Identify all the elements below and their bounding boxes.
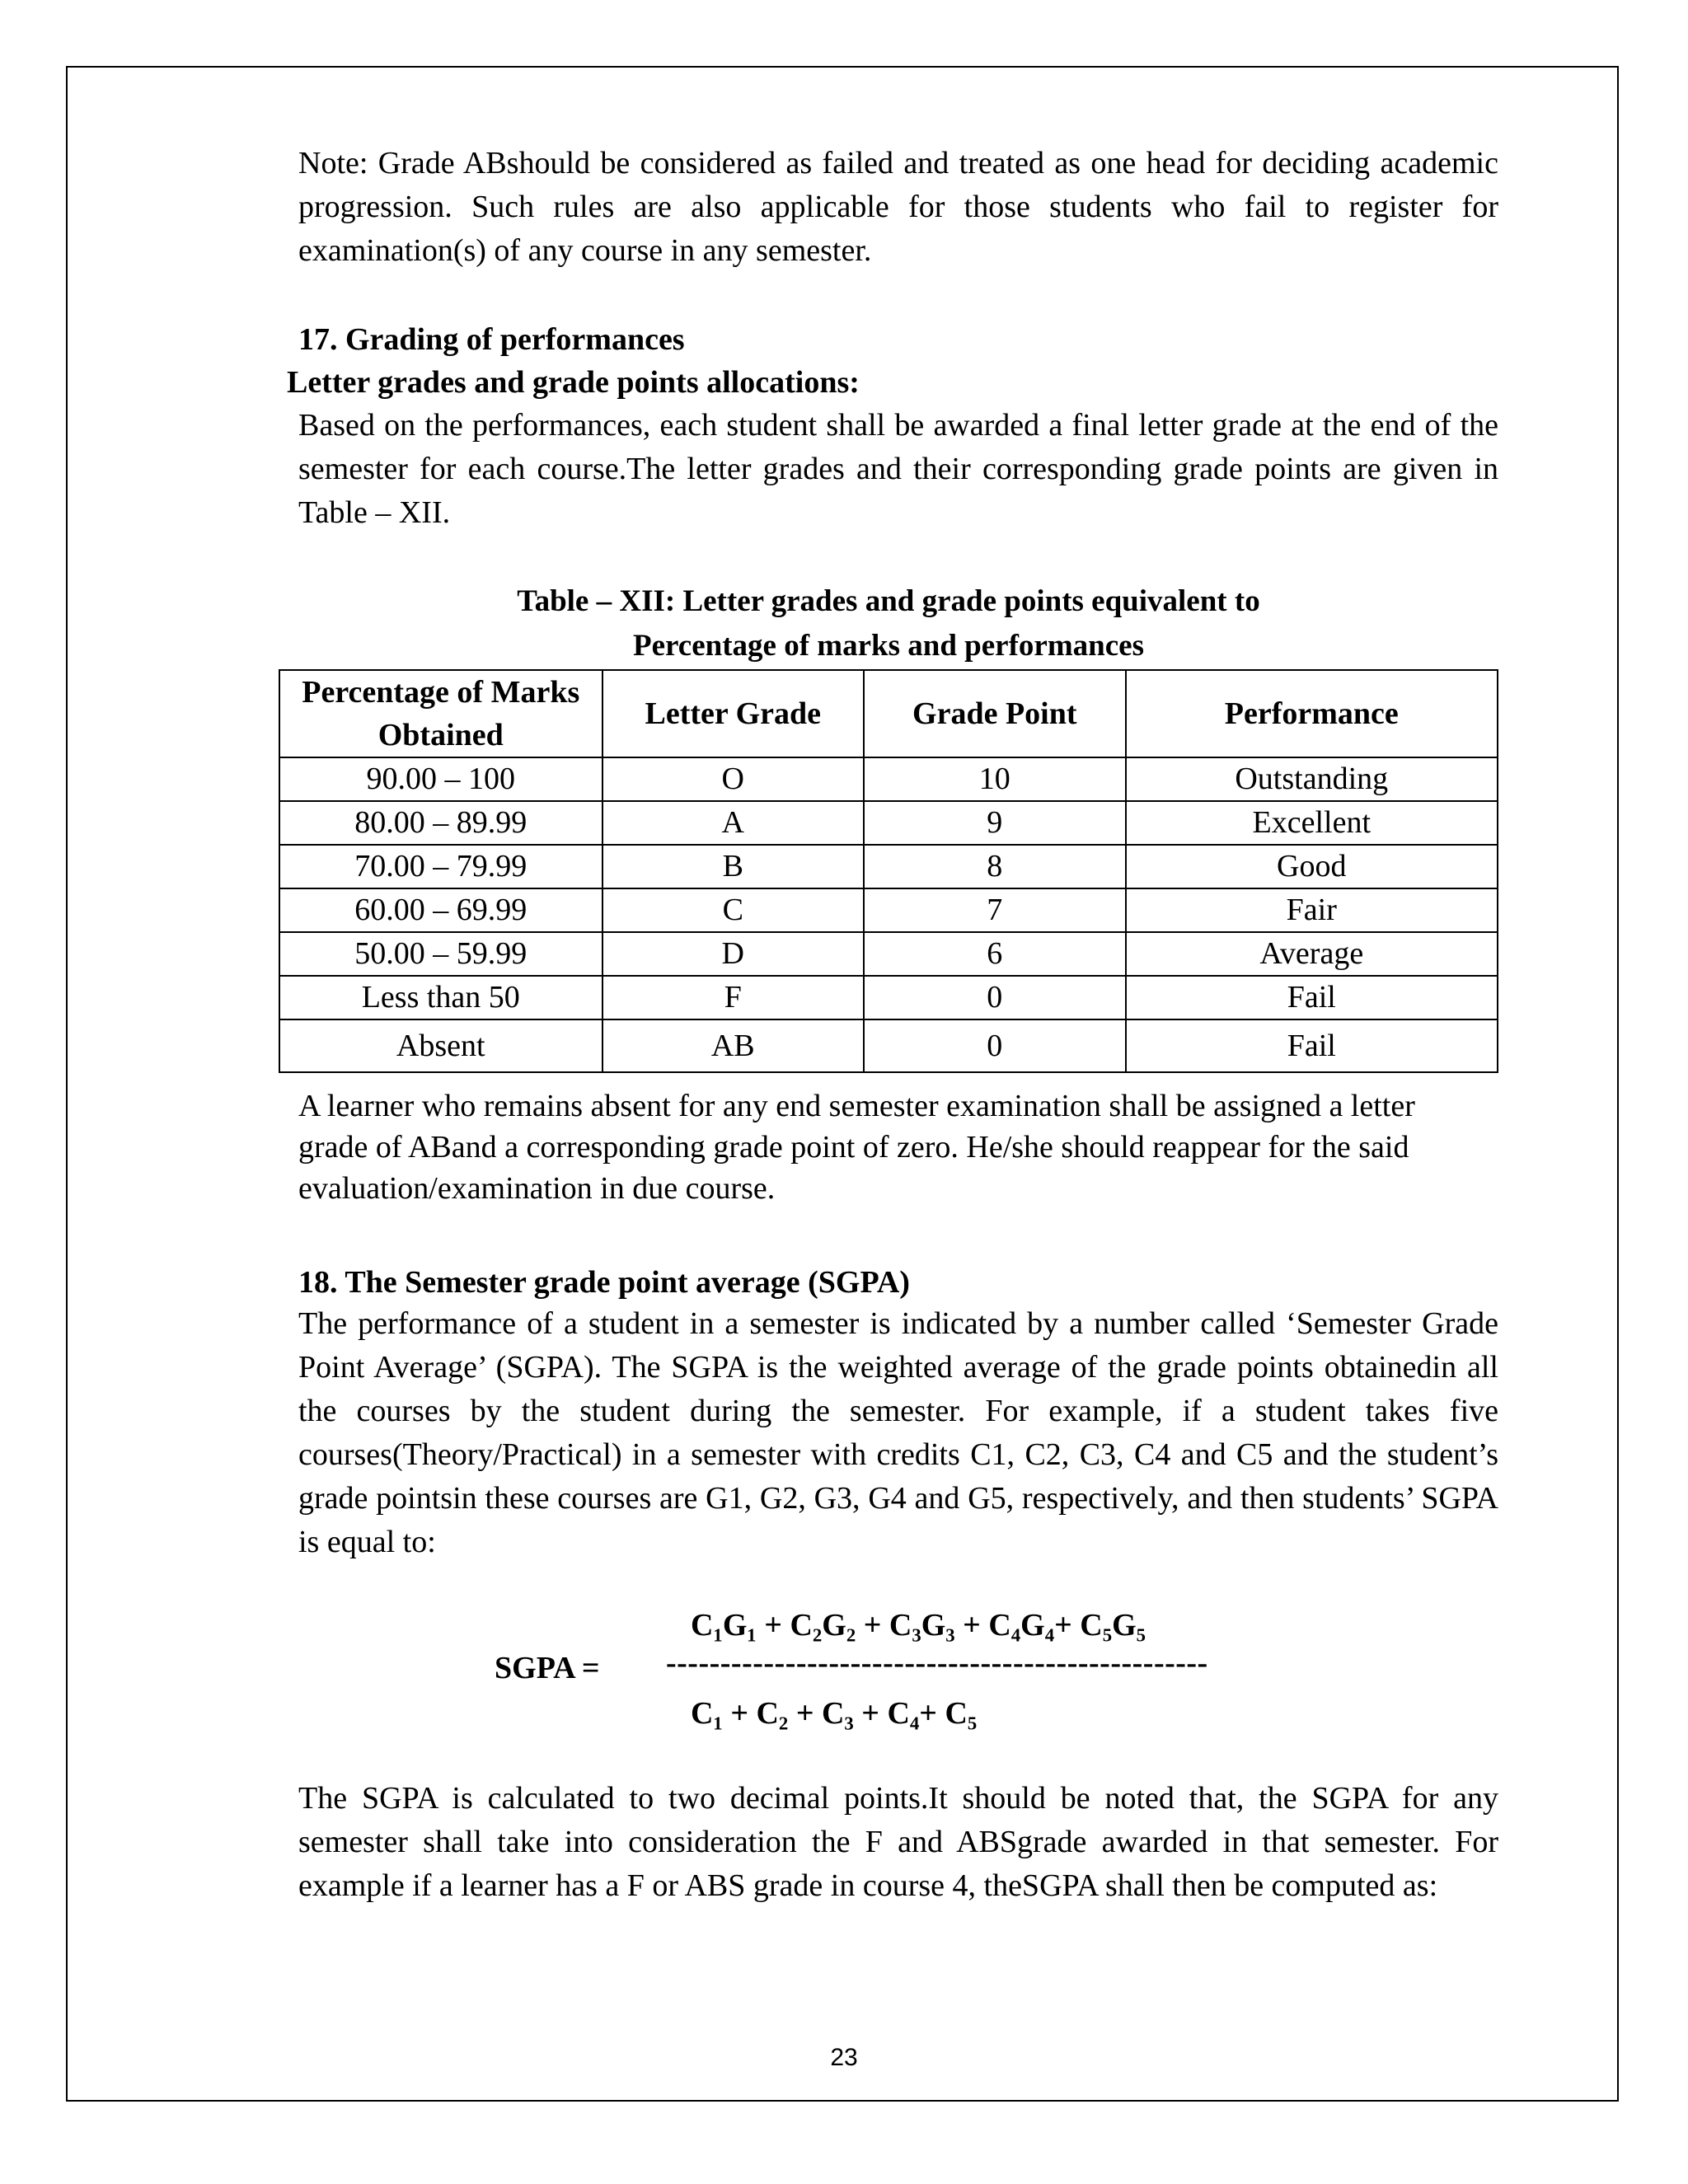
table-header-row (279, 670, 1498, 757)
section-18-heading: 18. The Semester grade point average (SGPA) (298, 1265, 910, 1300)
cell-percentage: 70.00 – 79.99 (279, 845, 603, 888)
cell-percentage: 80.00 – 89.99 (279, 801, 603, 845)
section-17-body-block (298, 404, 1498, 535)
grades-table (279, 669, 1498, 1073)
cell-point: 9 (864, 801, 1126, 845)
section-17-heading: 17. Grading of performances (298, 322, 685, 357)
table-title-line1: Table – XII: Letter grades and grade points equivalent to (517, 584, 1260, 618)
formula-denominator: C₁ + C₂ + C₃ + C₄+ C₅ (691, 1696, 978, 1731)
cell-letter: A (603, 801, 865, 845)
cell-letter: C (603, 888, 865, 932)
absent-note-block (298, 1085, 1485, 1209)
cell-performance: Excellent (1126, 801, 1498, 845)
cell-percentage: 90.00 – 100 (279, 757, 603, 801)
cell-point: 6 (864, 932, 1126, 976)
cell-performance: Average (1126, 932, 1498, 976)
note-paragraph: Note: Grade ABshould be considered as failed and treated as one head for deciding academic progression. Such rules are also applicable for those students who fail to register for examination(s) of any course in any semester. (298, 146, 1498, 268)
cell-point: 0 (864, 1019, 1126, 1072)
cell-letter: O (603, 757, 865, 801)
table-title-line2: Percentage of marks and performances (633, 629, 1144, 663)
cell-performance: Fair (1126, 888, 1498, 932)
cell-point: 8 (864, 845, 1126, 888)
cell-percentage: 60.00 – 69.99 (279, 888, 603, 932)
cell-performance: Outstanding (1126, 757, 1498, 801)
closing-paragraph: The SGPA is calculated to two decimal points.It should be noted that, the SGPA for any semester shall take into consideration the F and ABSgrade awarded in that semester. For example if a learner has a F or ABS grade in course 4, theSGPA shall then be computed as: (298, 1781, 1498, 1903)
note-paragraph-block (298, 142, 1498, 273)
header-percentage: Percentage of Marks Obtained (279, 670, 603, 757)
page-number: 23 (830, 2044, 858, 2071)
formula-label: SGPA = (495, 1651, 600, 1685)
section-18-body-block (298, 1302, 1498, 1564)
table-row (279, 888, 1498, 932)
formula-numerator: C₁G₁ + C₂G₂ + C₃G₃ + C₄G₄+ C₅G₅ (691, 1608, 1146, 1643)
absent-note: A learner who remains absent for any end semester examination shall be assigned a letter grade of ABand a corresponding grade point of zero. He/she should reappear for the said evaluation/examination in due course. (298, 1089, 1415, 1206)
table-row (279, 1019, 1498, 1072)
table-row (279, 845, 1498, 888)
table-row (279, 757, 1498, 801)
cell-percentage: 50.00 – 59.99 (279, 932, 603, 976)
cell-point: 7 (864, 888, 1126, 932)
section-17-subheading: Letter grades and grade points allocations: (287, 365, 860, 400)
section-17-subheading-block (287, 361, 1498, 405)
cell-performance: Good (1126, 845, 1498, 888)
formula-divider: -------------------------------------------------- (666, 1646, 1208, 1680)
closing-paragraph-block (298, 1777, 1498, 1908)
cell-point: 10 (864, 757, 1126, 801)
cell-letter: B (603, 845, 865, 888)
table-row (279, 976, 1498, 1019)
section-18-body: The performance of a student in a semester is indicated by a number called ‘Semester Grade Point Average’ (SGPA). The SGPA is the weighted average of the grade points obtainedin all the courses by the student during the semester. For example, if a student takes five courses(Theory/Practical) in a semester with credits C1, C2, C3, C4 and C5 and the student’s grade pointsin these courses are G1, G2, G3, G4 and G5, respectively, and then students’ SGPA is equal to: (298, 1306, 1498, 1559)
cell-letter: D (603, 932, 865, 976)
table-row (279, 801, 1498, 845)
section-17-body: Based on the performances, each student shall be awarded a final letter grade at the end of the semester for each course.The letter grades and their corresponding grade points are given in Table – XII. (298, 408, 1498, 530)
cell-percentage: Absent (279, 1019, 603, 1072)
header-performance: Performance (1126, 670, 1498, 757)
cell-point: 0 (864, 976, 1126, 1019)
header-grade-point: Grade Point (864, 670, 1126, 757)
cell-letter: AB (603, 1019, 865, 1072)
cell-percentage: Less than 50 (279, 976, 603, 1019)
cell-letter: F (603, 976, 865, 1019)
table-row (279, 932, 1498, 976)
cell-performance: Fail (1126, 976, 1498, 1019)
section-17-heading-block (298, 318, 1498, 362)
cell-performance: Fail (1126, 1019, 1498, 1072)
section-18-heading-block (298, 1261, 1498, 1305)
header-letter-grade: Letter Grade (603, 670, 865, 757)
